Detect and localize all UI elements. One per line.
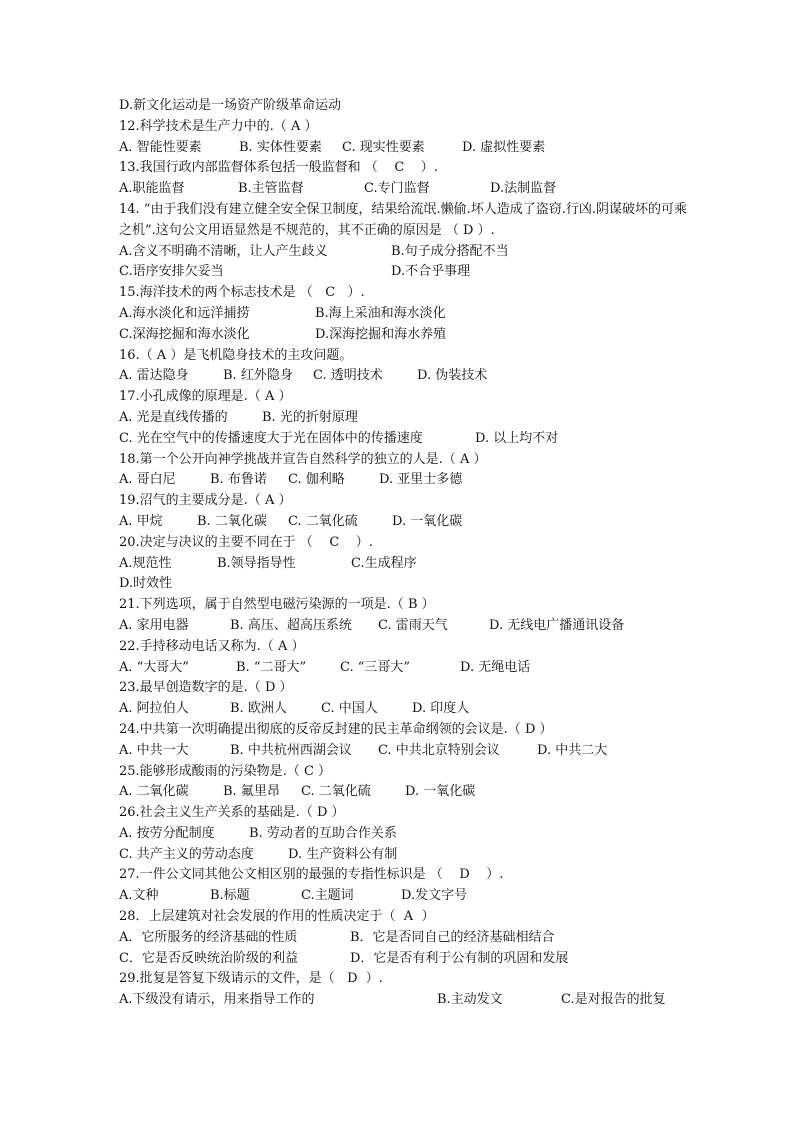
- option-text: D. 印度人: [412, 701, 470, 717]
- text-line: 25.能够形成酸雨的污染物是.（ C ）: [119, 763, 332, 779]
- option-text: D. 无线电广播通讯设备: [489, 617, 625, 633]
- options-line: [119, 824, 699, 845]
- option-text: D．它是否有利于公有制的巩固和发展: [350, 950, 569, 966]
- option-text: D. 以上均不对: [475, 430, 559, 446]
- option-text: A.职能监督: [119, 181, 185, 197]
- option-text: D. 无绳电话: [460, 659, 531, 675]
- option-text: B. 中共杭州西湖会议: [230, 742, 352, 758]
- option-text: A. 哥白尼: [119, 472, 176, 488]
- options-line: [119, 262, 699, 283]
- options-line: [119, 408, 699, 429]
- text-line: 18.第一个公开向神学挑战并宣告自然科学的独立的人是.（ A ）: [119, 451, 487, 467]
- text-line: 13.我国行政内部监督体系包括一般监督和 （ C ）.: [119, 160, 438, 176]
- options-line: [119, 138, 699, 159]
- option-text: B. 光的折射原理: [262, 409, 358, 425]
- option-text: B.海上采油和海水淡化: [315, 305, 446, 321]
- option-text: B. 劳动者的互助合作关系: [249, 825, 397, 841]
- option-text: A. 光是直线传播的: [119, 409, 228, 425]
- options-line: [119, 949, 699, 970]
- option-text: A.含义不明确不清晰，让人产生歧义: [119, 243, 328, 259]
- option-text: D. 一氧化碳: [392, 513, 463, 529]
- option-text: C. 光在空气中的传播速度大于光在固体中的传播速度: [119, 430, 423, 446]
- option-text: A. 雷达隐身: [119, 368, 189, 384]
- option-text: C. 伽利略: [288, 472, 345, 488]
- options-line: [119, 470, 699, 491]
- option-text: B.标题: [210, 888, 250, 904]
- option-text: A.文种: [119, 888, 159, 904]
- option-text: B. “二哥大”: [236, 659, 307, 675]
- option-text: D.法制监督: [490, 181, 557, 197]
- option-text: A.海水淡化和远洋捕捞: [119, 305, 250, 321]
- option-text: C.专门监督: [364, 181, 430, 197]
- option-text: A. 按劳分配制度: [119, 825, 215, 841]
- option-text: B. 二氧化碳: [197, 513, 267, 529]
- options-line: [119, 242, 699, 263]
- option-text: C.深海挖掘和海水淡化: [119, 326, 250, 342]
- option-text: B. 实体性要素: [239, 139, 322, 155]
- option-text: C. 中共北京特别会议: [378, 742, 500, 758]
- options-line: [119, 554, 699, 575]
- option-text: C.语序安排欠妥当: [119, 264, 224, 280]
- text-line: 16.（ A ）是飞机隐身技术的主攻问题。: [119, 347, 353, 363]
- option-text: C. 透明技术: [313, 368, 383, 384]
- question-paragraph: 14. “由于我们没有建立健全安全保卫制度，结果给流氓.懒偷.坏人造成了盗窃.行凶.阴谋破坏的可乘之机”.这句公文用语显然是不规范的，其不正确的原因是 （ D ）.: [119, 201, 687, 238]
- options-line: [119, 179, 699, 200]
- option-text: B.主管监督: [238, 181, 304, 197]
- options-line: [119, 658, 699, 679]
- option-text: B. 欧洲人: [230, 701, 287, 717]
- text-line: D.新文化运动是一场资产阶级革命运动: [119, 98, 342, 113]
- option-text: D. 中共二大: [537, 742, 608, 758]
- options-line: [119, 699, 699, 720]
- text-line: 23.最早创造数字的是.（ D ）: [119, 680, 293, 696]
- option-text: B.主动发文: [437, 992, 503, 1008]
- text-line: 17.小孔成像的原理是.（ A ）: [119, 389, 292, 405]
- option-text: C. 雷雨天气: [378, 617, 448, 633]
- option-text: D. 亚里士多德: [379, 472, 463, 488]
- option-text: D. 一氧化碳: [405, 784, 476, 800]
- option-text: D. 伪装技术: [417, 368, 488, 384]
- option-text: A．它所服务的经济基础的性质: [119, 929, 298, 945]
- text-line: 24.中共第一次明确提出彻底的反帝反封建的民主革命纲领的会议是.（ D ）: [119, 721, 553, 737]
- option-text: A. 中共一大: [119, 742, 189, 758]
- option-text: C．它是否反映统治阶级的利益: [119, 950, 298, 966]
- options-line: [119, 366, 699, 387]
- options-line: [119, 325, 699, 346]
- options-line: [119, 616, 699, 637]
- option-text: B. 红外隐身: [223, 368, 293, 384]
- options-line: [119, 845, 699, 866]
- option-text: C. 共产主义的劳动态度: [119, 846, 254, 862]
- option-text: B.句子成分搭配不当: [391, 243, 509, 259]
- option-text: C.是对报告的批复: [561, 992, 666, 1008]
- text-line: 20.决定与决议的主要不同在于 （ C ）.: [119, 534, 373, 550]
- option-text: B.领导指导性: [217, 555, 296, 571]
- options-line: [119, 304, 699, 325]
- text-line: 22.手持移动电话又称为.（ A ）: [119, 638, 305, 654]
- options-line: [119, 928, 699, 949]
- option-text: C. 二氧化硫: [301, 784, 371, 800]
- text-line: 26.社会主义生产关系的基础是.（ D ）: [119, 805, 345, 821]
- options-line: [119, 886, 699, 907]
- text-line: 15.海洋技术的两个标志技术是 （ C ）.: [119, 285, 365, 301]
- option-text: A. 阿拉伯人: [119, 701, 189, 717]
- option-text: A. 智能性要素: [119, 139, 202, 155]
- option-text: D.发文字号: [401, 888, 468, 904]
- option-text: A. “大哥大”: [119, 659, 189, 675]
- option-text: D.不合乎事理: [391, 264, 471, 280]
- text-line: 19.沼气的主要成分是.（ A ）: [119, 493, 292, 509]
- option-text: C. 二氧化硫: [288, 513, 358, 529]
- text-line: 28．上层建筑对社会发展的作用的性质决定于（ A ）: [119, 909, 435, 925]
- option-text: A. 家用电器: [119, 617, 189, 633]
- option-text: C. 中国人: [321, 701, 378, 717]
- options-line: [119, 429, 699, 450]
- options-line: [119, 741, 699, 762]
- option-text: A.下级没有请示，用来指导工作的: [119, 992, 315, 1008]
- text-line: 29.批复是答复下级请示的文件，是（ D ）.: [119, 971, 383, 987]
- option-text: B. 高压、超高压系统: [230, 617, 352, 633]
- options-line: [119, 782, 699, 803]
- option-text: D. 虚拟性要素: [462, 139, 546, 155]
- option-text: A.规范性: [119, 555, 172, 571]
- text-line: 12.科学技术是生产力中的.（ A ）: [119, 118, 318, 134]
- option-text: D.深海挖掘和海水养殖: [315, 326, 447, 342]
- option-text: B. 氟里昂: [223, 784, 280, 800]
- option-text: A. 二氧化碳: [119, 784, 189, 800]
- text-line: D.时效性: [119, 576, 173, 592]
- text-line: 21.下列选项，属于自然型电磁污染源的一项是.（ B ）: [119, 597, 435, 613]
- document-page: [119, 96, 699, 1011]
- options-line: [119, 512, 699, 533]
- option-text: D. 生产资料公有制: [288, 846, 398, 862]
- options-line: [119, 990, 699, 1011]
- option-text: C. 现实性要素: [342, 139, 425, 155]
- option-text: A. 甲烷: [119, 513, 163, 529]
- option-text: B. 布鲁诺: [210, 472, 267, 488]
- option-text: C. “三哥大”: [340, 659, 411, 675]
- option-text: C.生成程序: [351, 555, 417, 571]
- option-text: C.主题词: [301, 888, 354, 904]
- option-text: B．它是否同自己的经济基础相结合: [350, 929, 555, 945]
- text-line: 27.一件公文同其他公文相区别的最强的专指性标识是 （ D ）.: [119, 867, 504, 883]
